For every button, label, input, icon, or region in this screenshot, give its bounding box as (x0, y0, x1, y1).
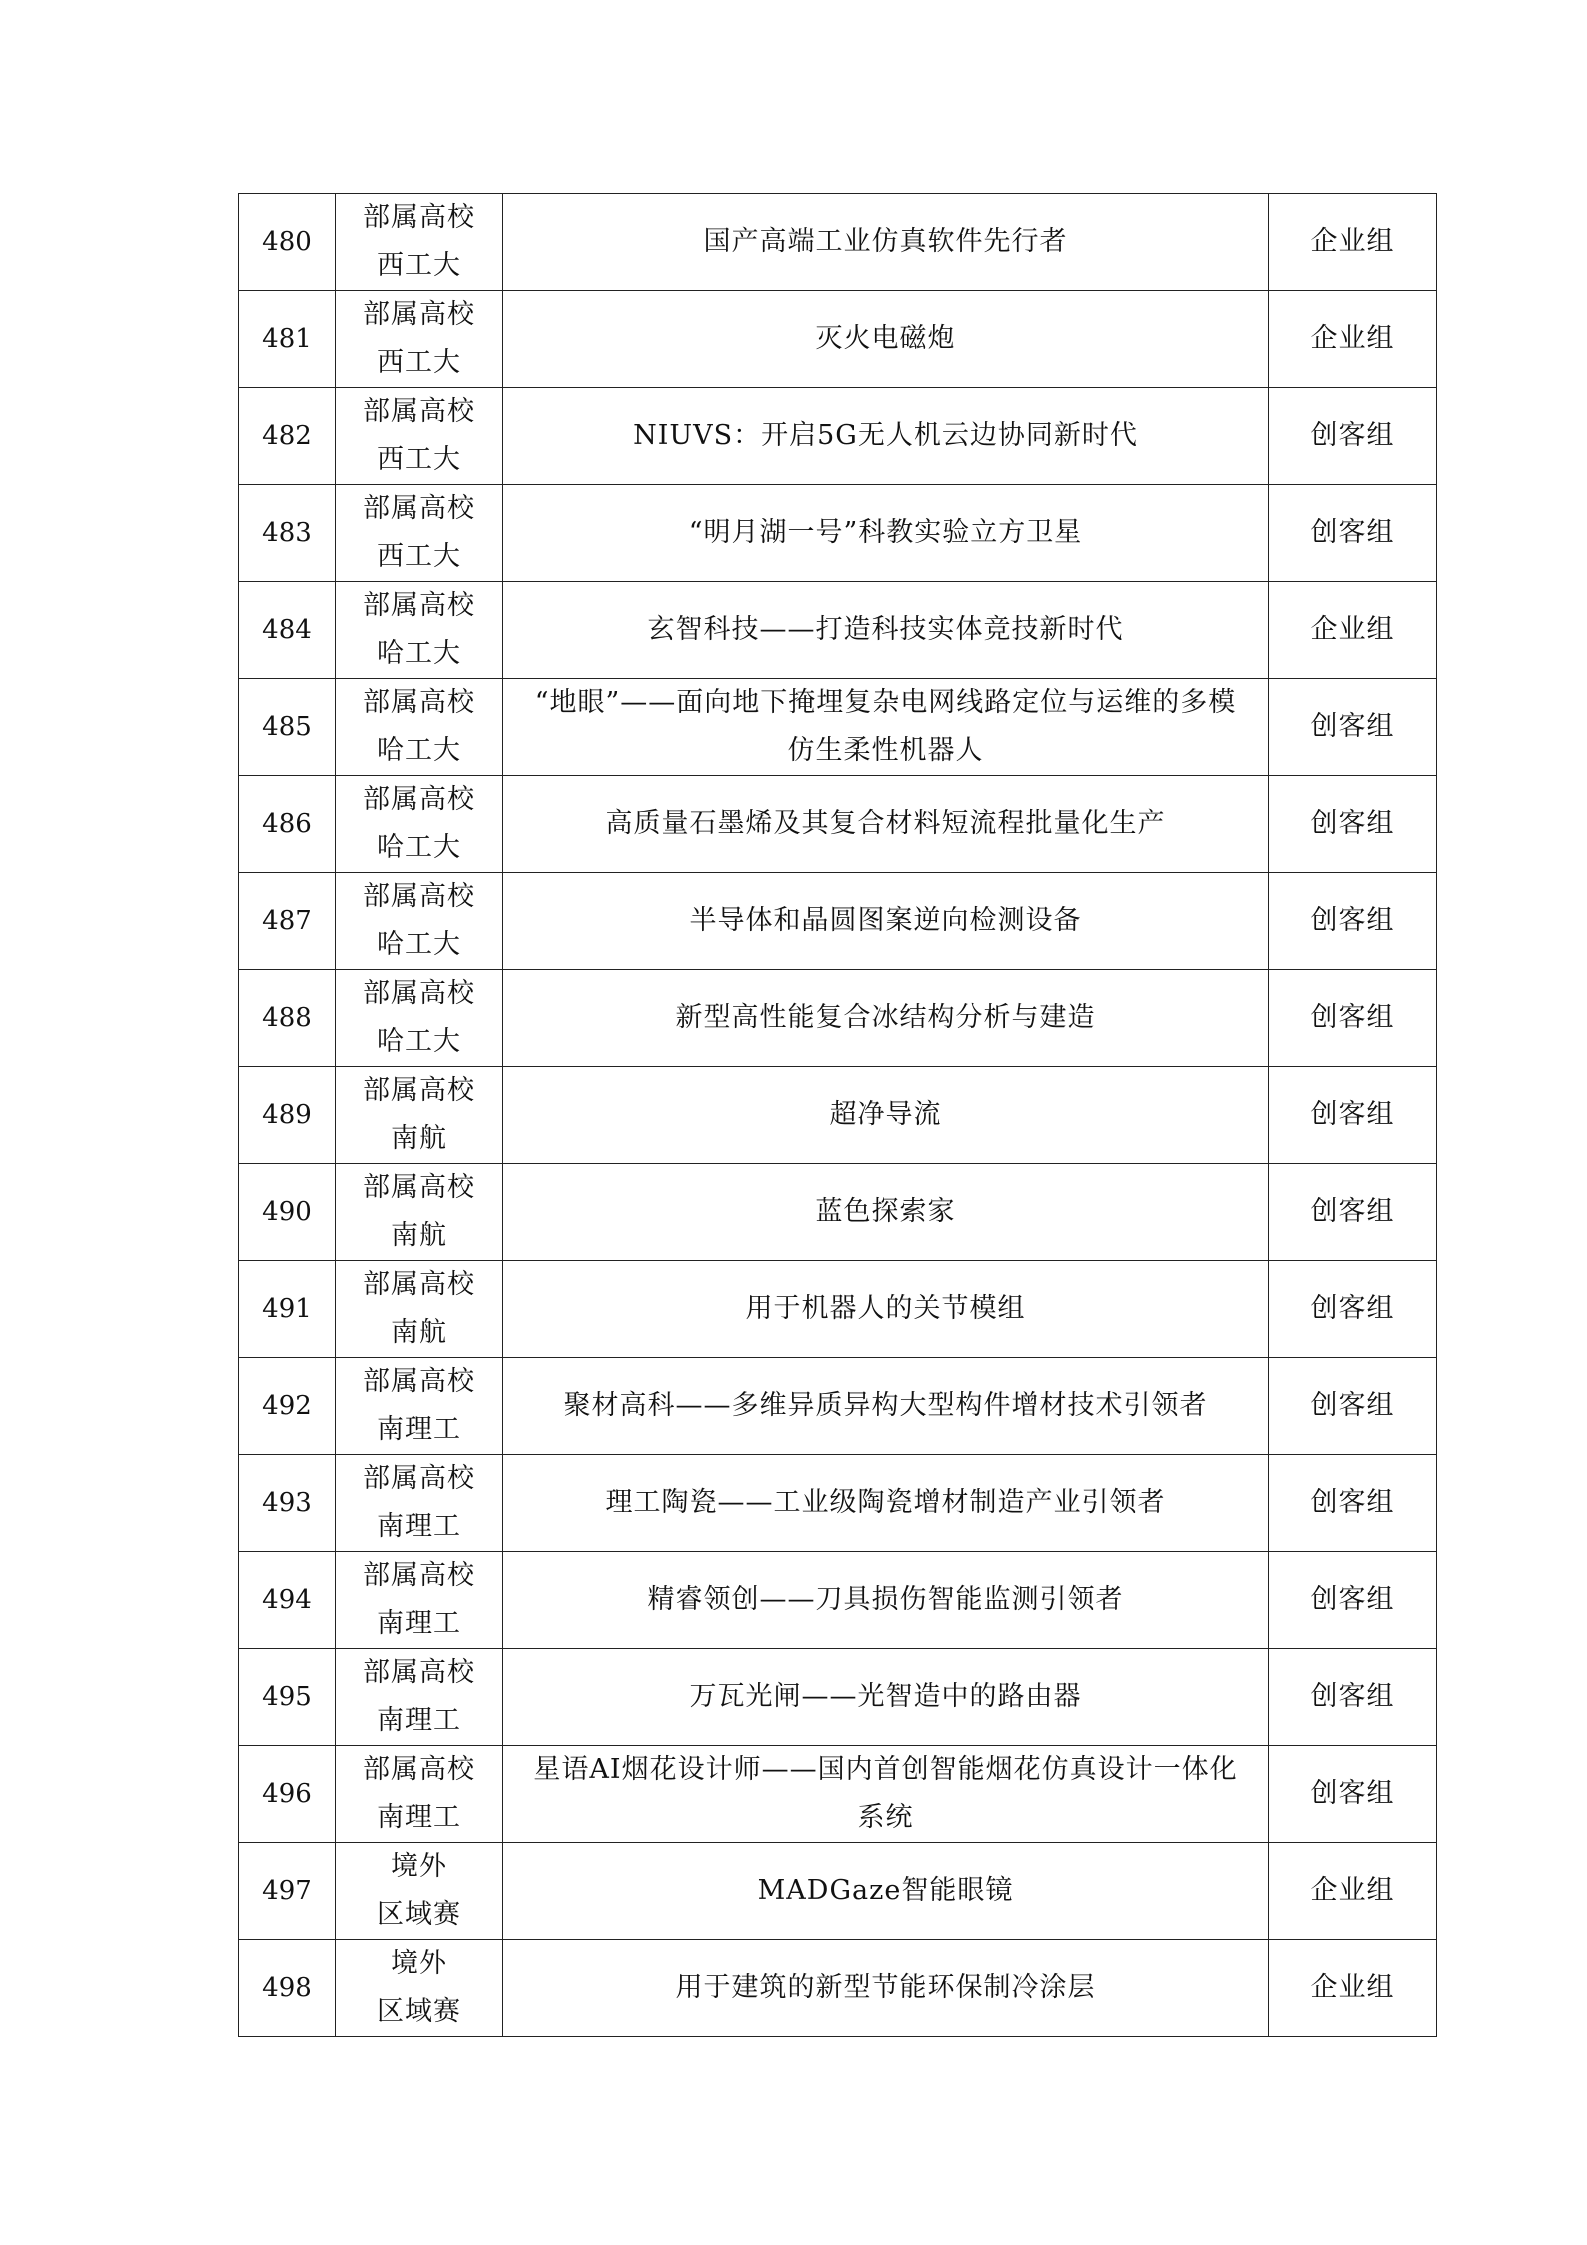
organization-line1: 部属高校 (363, 396, 475, 427)
organization-line1: 部属高校 (363, 784, 475, 815)
organization-cell (336, 1649, 503, 1746)
organization-line1: 部属高校 (363, 978, 475, 1009)
row-number: 480 (239, 194, 336, 291)
organization-line2: 哈工大 (377, 929, 461, 960)
group-category: 企业组 (1269, 194, 1437, 291)
row-number: 485 (239, 679, 336, 776)
organization-cell (336, 1358, 503, 1455)
row-number: 491 (239, 1261, 336, 1358)
organization-cell (336, 485, 503, 582)
project-name: MADGaze智能眼镜 (503, 1843, 1269, 1940)
group-category: 创客组 (1269, 776, 1437, 873)
table-row (239, 1455, 1437, 1552)
table-row (239, 873, 1437, 970)
organization-line1: 部属高校 (363, 202, 475, 233)
project-name: 半导体和晶圆图案逆向检测设备 (503, 873, 1269, 970)
row-number: 482 (239, 388, 336, 485)
project-name: “明月湖一号”科教实验立方卫星 (503, 485, 1269, 582)
organization-line2: 区域赛 (377, 1899, 461, 1930)
organization-line2: 南理工 (377, 1511, 461, 1542)
project-name: 聚材高科——多维异质异构大型构件增材技术引领者 (503, 1358, 1269, 1455)
table-row (239, 1358, 1437, 1455)
organization-cell (336, 1940, 503, 2037)
row-number: 481 (239, 291, 336, 388)
row-number: 490 (239, 1164, 336, 1261)
group-category: 创客组 (1269, 970, 1437, 1067)
organization-line1: 部属高校 (363, 1463, 475, 1494)
row-number: 495 (239, 1649, 336, 1746)
organization-line2: 区域赛 (377, 1996, 461, 2027)
organization-line1: 部属高校 (363, 1560, 475, 1591)
organization-line1: 部属高校 (363, 1657, 475, 1688)
table-row (239, 970, 1437, 1067)
organization-line1: 部属高校 (363, 493, 475, 524)
project-name: 超净导流 (503, 1067, 1269, 1164)
table-row (239, 582, 1437, 679)
organization-cell (336, 582, 503, 679)
table-body (239, 194, 1437, 2037)
organization-cell (336, 1261, 503, 1358)
group-category: 企业组 (1269, 1940, 1437, 2037)
group-category: 创客组 (1269, 873, 1437, 970)
organization-cell (336, 776, 503, 873)
organization-cell (336, 1746, 503, 1843)
group-category: 创客组 (1269, 388, 1437, 485)
organization-line1: 部属高校 (363, 1269, 475, 1300)
organization-line2: 南理工 (377, 1608, 461, 1639)
table-row (239, 679, 1437, 776)
organization-line1: 境外 (391, 1851, 447, 1882)
project-name: 国产高端工业仿真软件先行者 (503, 194, 1269, 291)
organization-line2: 西工大 (377, 347, 461, 378)
row-number: 496 (239, 1746, 336, 1843)
project-name: 精睿领创——刀具损伤智能监测引领者 (503, 1552, 1269, 1649)
organization-line2: 哈工大 (377, 735, 461, 766)
project-name: 蓝色探索家 (503, 1164, 1269, 1261)
group-category: 创客组 (1269, 485, 1437, 582)
table-row (239, 485, 1437, 582)
organization-line1: 境外 (391, 1948, 447, 1979)
table-row (239, 1843, 1437, 1940)
project-name: “地眼”——面向地下掩埋复杂电网线路定位与运维的多模仿生柔性机器人 (503, 679, 1269, 776)
project-name: 理工陶瓷——工业级陶瓷增材制造产业引领者 (503, 1455, 1269, 1552)
row-number: 494 (239, 1552, 336, 1649)
organization-cell (336, 1067, 503, 1164)
organization-line1: 部属高校 (363, 687, 475, 718)
table-row (239, 776, 1437, 873)
organization-line1: 部属高校 (363, 1366, 475, 1397)
organization-cell (336, 679, 503, 776)
organization-cell (336, 1843, 503, 1940)
organization-line2: 哈工大 (377, 832, 461, 863)
table-row (239, 1164, 1437, 1261)
organization-line1: 部属高校 (363, 881, 475, 912)
organization-line2: 西工大 (377, 541, 461, 572)
project-name: 用于机器人的关节模组 (503, 1261, 1269, 1358)
organization-cell (336, 873, 503, 970)
organization-line1: 部属高校 (363, 1075, 475, 1106)
group-category: 创客组 (1269, 1455, 1437, 1552)
group-category: 创客组 (1269, 1552, 1437, 1649)
organization-line2: 南理工 (377, 1414, 461, 1445)
group-category: 创客组 (1269, 1358, 1437, 1455)
organization-cell (336, 194, 503, 291)
organization-line1: 部属高校 (363, 1172, 475, 1203)
group-category: 企业组 (1269, 1843, 1437, 1940)
organization-cell (336, 1455, 503, 1552)
group-category: 创客组 (1269, 1164, 1437, 1261)
project-list-table (238, 193, 1437, 2037)
organization-cell (336, 1552, 503, 1649)
organization-line1: 部属高校 (363, 590, 475, 621)
project-name: 星语AI烟花设计师——国内首创智能烟花仿真设计一体化系统 (503, 1746, 1269, 1843)
row-number: 487 (239, 873, 336, 970)
project-name: 高质量石墨烯及其复合材料短流程批量化生产 (503, 776, 1269, 873)
group-category: 创客组 (1269, 1746, 1437, 1843)
organization-cell (336, 291, 503, 388)
table-row (239, 1261, 1437, 1358)
organization-line1: 部属高校 (363, 299, 475, 330)
project-name: 玄智科技——打造科技实体竞技新时代 (503, 582, 1269, 679)
project-name: 灭火电磁炮 (503, 291, 1269, 388)
project-name: 新型高性能复合冰结构分析与建造 (503, 970, 1269, 1067)
organization-cell (336, 1164, 503, 1261)
group-category: 企业组 (1269, 291, 1437, 388)
group-category: 创客组 (1269, 1067, 1437, 1164)
organization-line2: 西工大 (377, 444, 461, 475)
project-name: 用于建筑的新型节能环保制冷涂层 (503, 1940, 1269, 2037)
table-row (239, 388, 1437, 485)
group-category: 创客组 (1269, 679, 1437, 776)
table-row (239, 1746, 1437, 1843)
group-category: 创客组 (1269, 1261, 1437, 1358)
row-number: 488 (239, 970, 336, 1067)
organization-line2: 南航 (391, 1317, 447, 1348)
organization-cell (336, 970, 503, 1067)
table-row (239, 194, 1437, 291)
row-number: 498 (239, 1940, 336, 2037)
group-category: 企业组 (1269, 582, 1437, 679)
organization-line2: 南航 (391, 1123, 447, 1154)
table-row (239, 291, 1437, 388)
row-number: 484 (239, 582, 336, 679)
group-category: 创客组 (1269, 1649, 1437, 1746)
row-number: 492 (239, 1358, 336, 1455)
row-number: 497 (239, 1843, 336, 1940)
table-row (239, 1067, 1437, 1164)
table-row (239, 1940, 1437, 2037)
project-name: 万瓦光闸——光智造中的路由器 (503, 1649, 1269, 1746)
row-number: 493 (239, 1455, 336, 1552)
table-row (239, 1552, 1437, 1649)
row-number: 486 (239, 776, 336, 873)
row-number: 483 (239, 485, 336, 582)
table-row (239, 1649, 1437, 1746)
organization-line1: 部属高校 (363, 1754, 475, 1785)
row-number: 489 (239, 1067, 336, 1164)
organization-line2: 南理工 (377, 1802, 461, 1833)
organization-line2: 南理工 (377, 1705, 461, 1736)
organization-line2: 南航 (391, 1220, 447, 1251)
organization-cell (336, 388, 503, 485)
organization-line2: 西工大 (377, 250, 461, 281)
project-name: NIUVS：开启5G无人机云边协同新时代 (503, 388, 1269, 485)
organization-line2: 哈工大 (377, 1026, 461, 1057)
organization-line2: 哈工大 (377, 638, 461, 669)
